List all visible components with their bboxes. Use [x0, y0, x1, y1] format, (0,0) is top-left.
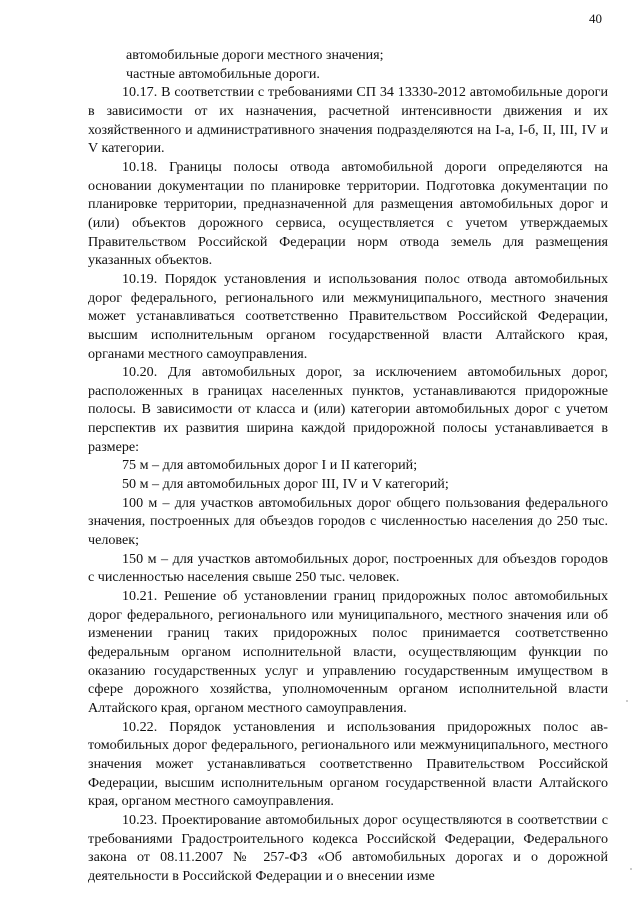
width-item-50m: 50 м – для автомобильных дорог III, IV и V категорий;: [122, 476, 449, 493]
document-body: [88, 46, 608, 886]
page-number: 40: [589, 11, 602, 26]
scan-speck: [626, 700, 628, 702]
paragraph-10-22: 10.22. Порядок установления и использования придорожных полос автомобильных дорог федерального, регионального или межмуниципального, местного значения может устанавливаться соответственно Правительством Российской Федерации, высшим исполнительным органом государственной власти Алтайского края, органом местного самоуправления.: [88, 718, 608, 810]
paragraph-10-20: 10.20. Для автомобильных дорог, за исключением автомобильных дорог, расположенных в границах населенных пунктов, устанавливаются придорожные полосы. В зависимости от класса и (или) категории автомобильных дорог с учетом перспектив их развития ширина каждой придорожной полосы устанавливается в размере:: [88, 364, 608, 455]
width-item-100m: 100 м – для участков автомобильных дорог общего пользования федерального значения, построенных для объездов городов с численностью населения до 250 тыс. человек;: [88, 494, 608, 549]
paragraph-10-19: 10.19. Порядок установления и использования полос отвода автомобильных дорог федерального, регионального или межмуниципального, местного значения может устанавливаться соответственно Правительством Российской Федерации, высшим исполнительным органом государственной власти Алтайского края, органами местного самоуправления.: [88, 270, 608, 362]
width-item-150m: 150 м – для участков автомобильных дорог, построенных для объездов городов с численностью населения свыше 250 тыс. человек.: [88, 550, 608, 586]
paragraph-10-18: 10.18. Границы полосы отвода автомобильной дороги определяются на основании документации по планировке территории. Подготовка документации по планировке территории, предназначенной для размещения автомобильных дорог и (или) объектов дорожного сервиса, осуществляется с учетом утверждаемых Правительством Российской Федерации норм отвода земель для размещения указанных объектов.: [88, 158, 608, 269]
width-item-75m: 75 м – для автомобильных дорог I и II категорий;: [122, 457, 418, 474]
list-item-local-roads: автомобильные дороги местного значения;: [126, 47, 384, 63]
list-item-private-roads: частные автомобильные дороги.: [126, 65, 320, 82]
paragraph-10-17: 10.17. В соответствии с требованиями СП 34 13330-2012 автомобильные дороги в зависимости от их назначения, расчетной интенсивности движения и их хозяйственного и административного значения подразделяются на I-а, I-б, II, III, IV и V категории.: [88, 84, 608, 157]
scan-speck: [630, 868, 632, 870]
paragraph-10-23: 10.23. Проектирование автомобильных дорог осуществляются в соответствии с требованиями Градостроительного кодекса Российской Федерации, Федерального закона от 08.11.2007 № 257-ФЗ «Об автомобильных дорогах и о дорожной деятельности в Российской Федерации и о внесении изме: [88, 811, 608, 884]
paragraph-10-21: 10.21. Решение об установлении границ придорожных полос автомобильных дорог федерального, регионального или муниципального, местного значения или об изменении границ таких придорожных полос принимается соответственно федеральным органом исполнительной власти, осуществляющим функции по оказанию государственных услуг и управлению государственным имуществом в сфере дорожного хозяйства, уполномоченным органом исполнительной власти Алтайского края, органом местного самоуправления.: [88, 588, 608, 716]
